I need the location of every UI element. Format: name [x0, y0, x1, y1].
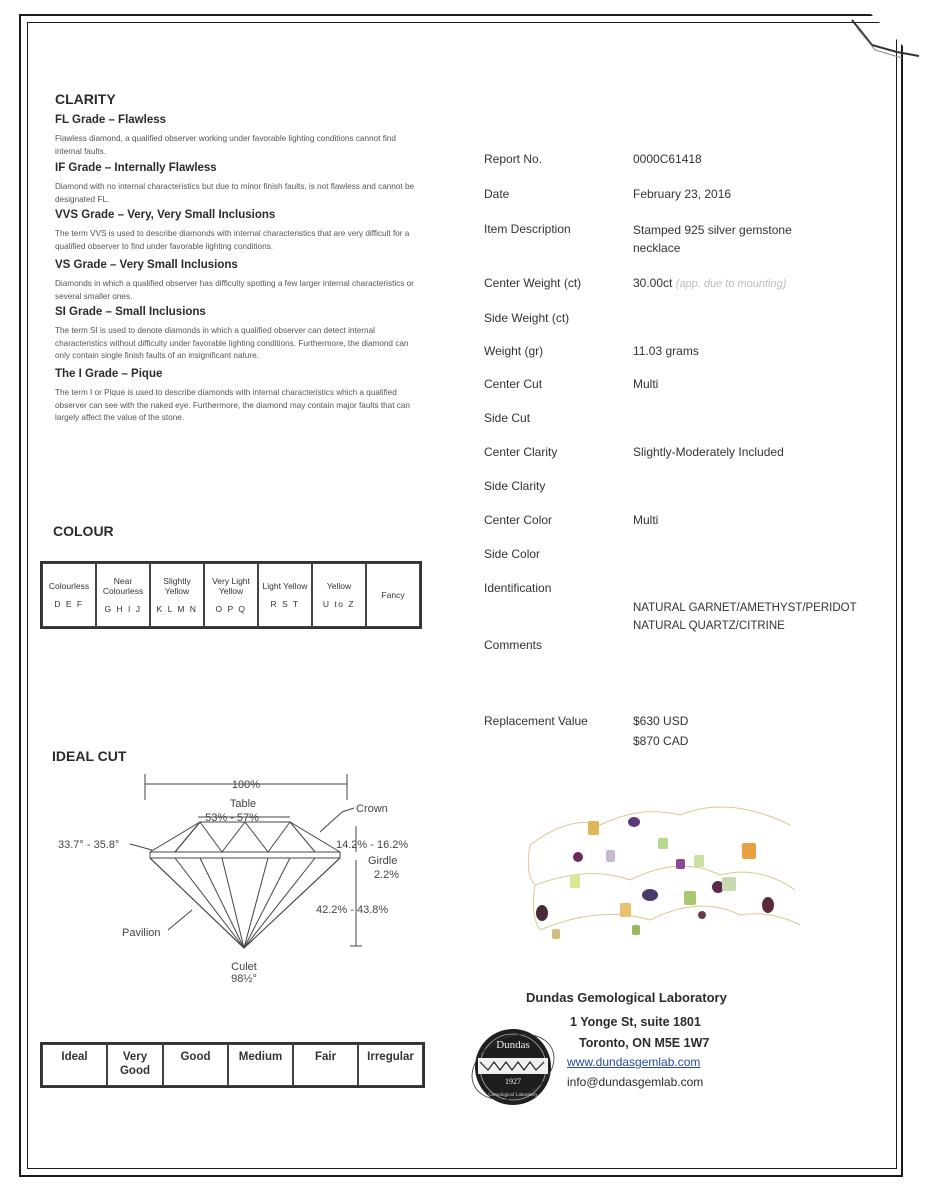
date-label: Date: [484, 187, 510, 201]
colour-cell: [96, 563, 150, 627]
crown-label: Crown: [356, 803, 388, 815]
side-cut-label: Side Cut: [484, 411, 531, 425]
center-color-label: Center Color: [484, 513, 553, 527]
page-corner-fold: [807, 0, 927, 120]
colour-name: Yellow: [326, 581, 352, 591]
girdle-label: Girdle: [368, 855, 398, 867]
grade-vvs-desc: The term VVS is used to describe diamonds with internal characteristics that are very difficult for a qualified observer to find under favorable lighting conditions.: [55, 229, 410, 251]
grade-vs-desc: Diamonds in which a qualified observer has difficulty spotting a few larger internal characteristics or several smaller ones.: [55, 279, 414, 301]
grade-if-desc: Diamond with no internal characteristics but due to minor finish faults, is not flawless and cannot be designated FL.: [55, 182, 415, 204]
report-no-label: Report No.: [484, 152, 543, 166]
colour-name: Slightly Yellow: [163, 576, 191, 596]
report-no-value: 0000C61418: [633, 152, 702, 166]
center-weight-value: [633, 274, 786, 293]
date-value: February 23, 2016: [633, 187, 732, 201]
center-weight-number: 30.00ct: [633, 276, 673, 290]
total-label: 100%: [231, 779, 261, 791]
comments-label: Comments: [484, 638, 543, 652]
cut-grade-cell: Irregular: [358, 1044, 423, 1086]
replacement-value-label: Replacement Value: [484, 714, 588, 728]
colour-cell: [258, 563, 312, 627]
center-clarity-value: Slightly-Moderately Included: [633, 445, 784, 459]
cut-grade-cell: Good: [163, 1044, 228, 1086]
colour-cell: [150, 563, 204, 627]
lab-email[interactable]: info@dundasgemlab.com: [567, 1075, 704, 1089]
grade-fl-desc: Flawless diamond, a qualified observer working under favorable lighting conditions cannot find internal faults.: [55, 134, 396, 156]
colour-name: Light Yellow: [262, 581, 308, 591]
table-label: Table: [229, 798, 257, 810]
cut-grade-cell: Fair: [293, 1044, 358, 1086]
table-range-label: 53% - 57%: [205, 812, 259, 824]
colour-heading: COLOUR: [53, 523, 114, 539]
pavilion-depth-label: 42.2% - 43.8%: [316, 904, 389, 916]
grade-if-title: IF Grade – Internally Flawless: [55, 162, 217, 174]
grade-fl-title: FL Grade – Flawless: [55, 114, 167, 126]
center-weight-label: Center Weight (ct): [484, 276, 582, 290]
side-color-label: Side Color: [484, 547, 541, 561]
grade-si-title: SI Grade – Small Inclusions: [55, 306, 206, 318]
girdle-value-label: 2.2%: [374, 869, 400, 881]
lab-address-line1: 1 Yonge St, suite 1801: [570, 1015, 701, 1029]
clarity-heading: CLARITY: [55, 91, 116, 107]
cut-grade-cell: Ideal: [42, 1044, 107, 1086]
side-clarity-label: Side Clarity: [484, 479, 546, 493]
crown-angle-label: 33.7° - 35.8°: [58, 839, 120, 851]
lab-address-line2: Toronto, ON M5E 1W7: [579, 1036, 710, 1050]
seal-top-text: Dundas: [496, 1039, 530, 1051]
seal-bottom-text: Gemological Laboratory: [488, 1093, 538, 1098]
identification-label: Identification: [484, 581, 552, 595]
colour-code: K L M N: [156, 604, 198, 614]
lab-name: Dundas Gemological Laboratory: [526, 990, 727, 1005]
diamond-outline: [150, 822, 340, 948]
grade-si-desc: The term SI is used to denote diamonds in which a qualified observer can detect internal characteristics without difficulty under favorable lighting conditions. Furthermore, the diamond can only contain single finish faults of an insignificant nature.: [55, 326, 409, 360]
grade-i-title: The I Grade – Pique: [55, 368, 163, 380]
colour-code: O P Q: [215, 604, 247, 614]
culet-value-label: 98½°: [231, 973, 257, 985]
side-weight-label: Side Weight (ct): [484, 311, 570, 325]
colour-code: D E F: [54, 599, 84, 609]
item-description-value: Stamped 925 silver gemstone necklace: [633, 223, 792, 255]
diamond-proportions-diagram: [50, 770, 430, 990]
cut-grade-cell: Medium: [228, 1044, 293, 1086]
colour-name: Fancy: [381, 590, 405, 600]
lab-seal: [468, 1022, 558, 1112]
seal-year-text: 1927: [505, 1077, 521, 1086]
necklace-photo: [510, 795, 810, 955]
pavilion-label: Pavilion: [122, 927, 161, 939]
cut-grade-cell: Very Good: [107, 1044, 163, 1086]
weight-gr-value: 11.03 grams: [633, 344, 699, 358]
colour-code: R S T: [270, 599, 300, 609]
identification-value: NATURAL GARNET/AMETHYST/PERIDOT NATURAL QUARTZ/CITRINE: [633, 602, 857, 632]
colour-scale-table: [40, 561, 422, 629]
grade-i-desc: The term I or Pique is used to describe diamonds with internal characteristics which a qualified observer can see with the naked eye. Furthermore, the diamond may contain major faults that can largely affect the value of the stone.: [55, 388, 410, 422]
colour-cell: [204, 563, 258, 627]
colour-cell: [366, 563, 420, 627]
colour-cell: [42, 563, 96, 627]
center-cut-value: Multi: [633, 377, 659, 391]
colour-name: Very Light Yellow: [212, 576, 250, 596]
lab-website-link[interactable]: www.dundasgemlab.com: [567, 1055, 701, 1069]
center-clarity-label: Center Clarity: [484, 445, 558, 459]
grade-vs-title: VS Grade – Very Small Inclusions: [55, 259, 238, 271]
colour-name: Colourless: [48, 581, 90, 591]
colour-cell: [312, 563, 366, 627]
grade-vvs-title: VVS Grade – Very, Very Small Inclusions: [55, 209, 276, 221]
center-color-value: Multi: [633, 513, 659, 527]
colour-name: Near Colourless: [102, 576, 144, 596]
colour-code: U to Z: [322, 599, 356, 609]
culet-label: Culet: [231, 961, 257, 973]
item-description-label: Item Description: [484, 222, 571, 236]
replacement-cad: $870 CAD: [633, 734, 689, 748]
crown-height-label: 14.2% - 16.2%: [336, 839, 409, 851]
ideal-cut-heading: IDEAL CUT: [52, 748, 127, 764]
colour-code: G H I J: [104, 604, 142, 614]
center-weight-note: (app. due to mounting): [675, 278, 787, 290]
cut-grade-table: [40, 1042, 425, 1088]
weight-gr-label: Weight (gr): [484, 344, 544, 358]
center-cut-label: Center Cut: [484, 377, 543, 391]
replacement-usd: $630 USD: [633, 714, 689, 728]
